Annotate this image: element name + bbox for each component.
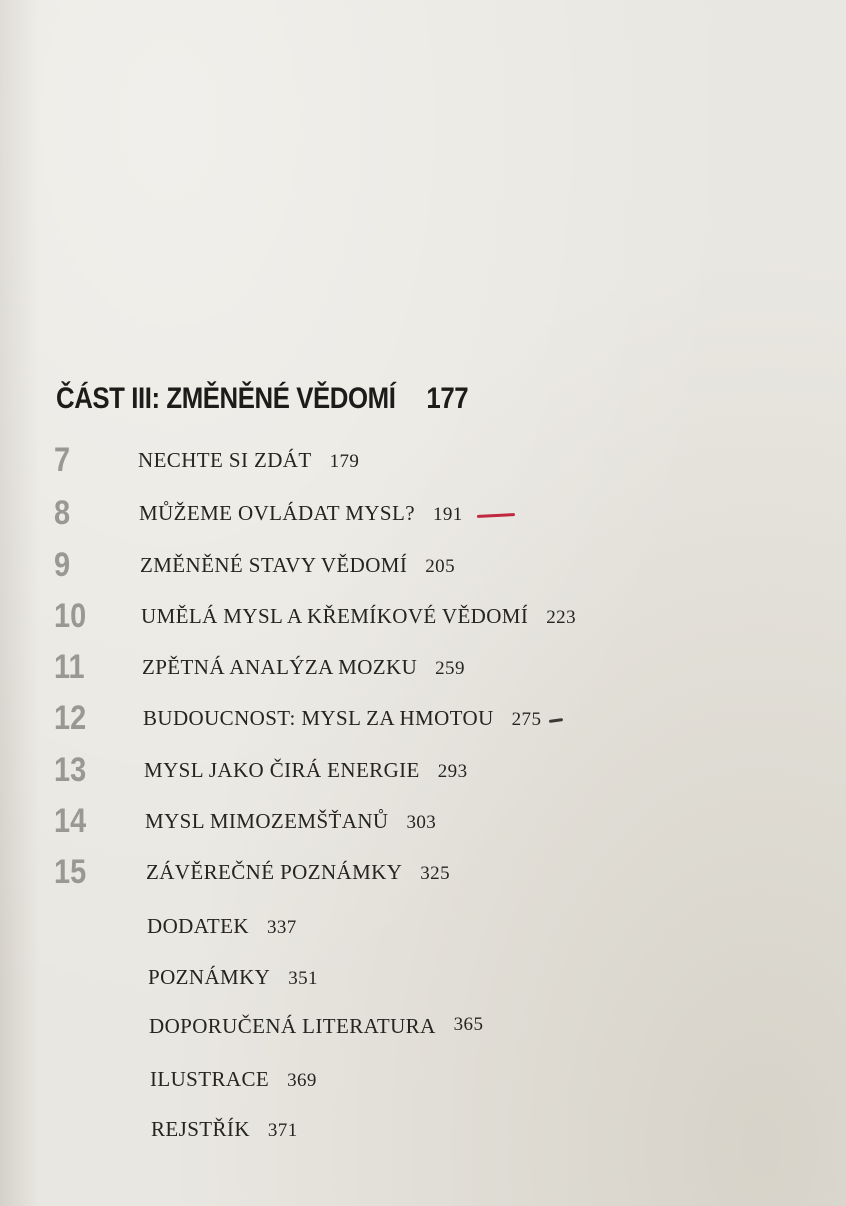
- toc-entry-chapter-9: [0, 548, 846, 582]
- toc-entry-illustrations: [0, 1062, 846, 1096]
- chapter-number: 9: [54, 546, 71, 584]
- page-number: 191: [432, 504, 463, 525]
- back-matter-title: REJSTŘÍK 371: [151, 1117, 298, 1141]
- chapter-number: 8: [54, 494, 71, 532]
- toc-entry-chapter-14: [0, 804, 846, 838]
- page-number: 351: [288, 968, 318, 989]
- chapter-number: 14: [54, 802, 87, 840]
- chapter-title: MŮŽEME OVLÁDAT MYSL? 191: [139, 496, 515, 532]
- chapter-title: UMĚLÁ MYSL A KŘEMÍKOVÉ VĚDOMÍ 223: [141, 604, 576, 628]
- back-matter-title: POZNÁMKY 351: [148, 965, 318, 989]
- back-matter-title: DOPORUČENÁ LITERATURA 365: [149, 1014, 484, 1038]
- toc-entry-chapter-12: [0, 701, 846, 735]
- chapter-title: ZMĚNĚNÉ STAVY VĚDOMÍ 205: [140, 553, 455, 577]
- toc-entry-chapter-13: [0, 753, 846, 787]
- part-heading: [56, 382, 468, 416]
- page-number: 303: [406, 812, 437, 833]
- toc-entry-index: [0, 1112, 846, 1146]
- back-matter-title: DODATEK 337: [147, 914, 297, 938]
- part-title: ZMĚNĚNÉ VĚDOMÍ: [166, 382, 396, 415]
- chapter-title: MYSL JAKO ČIRÁ ENERGIE 293: [144, 758, 468, 782]
- chapter-number: 10: [54, 597, 87, 635]
- toc-entry-chapter-15: [0, 855, 846, 889]
- page-number: 371: [267, 1120, 298, 1141]
- chapter-title: BUDOUCNOST: MYSL ZA HMOTOU 275: [143, 701, 563, 737]
- page-number: 275: [511, 709, 542, 730]
- chapter-title: ZÁVĚREČNÉ POZNÁMKY 325: [146, 860, 450, 884]
- chapter-number: 12: [54, 699, 87, 737]
- page-number: 205: [425, 556, 455, 577]
- chapter-title: MYSL MIMOZEMŠŤANŮ 303: [145, 809, 437, 833]
- toc-entry-chapter-8: [0, 496, 846, 530]
- chapter-title: ZPĚTNÁ ANALÝZA MOZKU 259: [142, 655, 465, 679]
- part-page-number: 177: [426, 382, 469, 415]
- part-label: ČÁST III:: [56, 382, 160, 415]
- page-number: 325: [420, 863, 450, 884]
- toc-entry-chapter-10: [0, 599, 846, 633]
- toc-entry-chapter-11: [0, 650, 846, 684]
- chapter-title: NECHTE SI ZDÁT 179: [138, 448, 360, 472]
- toc-entry-recommended-reading: [0, 1009, 846, 1043]
- toc-entry-appendix: [0, 909, 846, 943]
- page-number: 293: [437, 761, 468, 782]
- red-pen-mark: [477, 513, 515, 518]
- chapter-number: 13: [54, 751, 87, 789]
- page-number: 337: [266, 917, 297, 938]
- chapter-number: 15: [54, 853, 87, 891]
- dark-pen-mark: [549, 718, 563, 723]
- page-number: 259: [435, 658, 465, 679]
- page-number: 223: [546, 607, 576, 628]
- toc-entry-notes: [0, 960, 846, 994]
- page-number: 365: [453, 1014, 484, 1035]
- page-number: 369: [287, 1070, 317, 1091]
- back-matter-title: ILUSTRACE 369: [150, 1067, 317, 1091]
- chapter-number: 11: [54, 648, 85, 686]
- chapter-number: 7: [54, 441, 71, 479]
- toc-entry-chapter-7: [0, 443, 846, 477]
- page-number: 179: [329, 451, 360, 472]
